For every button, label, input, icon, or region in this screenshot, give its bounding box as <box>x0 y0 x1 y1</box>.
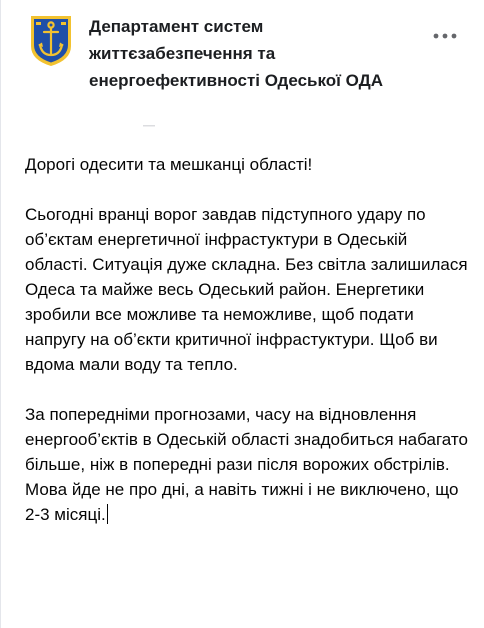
faint-mark <box>143 124 155 128</box>
post-header <box>1 0 484 130</box>
post-paragraph-situation: Сьогодні вранці ворог завдав підступного удару по об’єктам енергетичної інфрастуктури в Одеській області. Ситуація дуже складна. Без світла залишилася Одеса та майже весь Одеський район. Енергетики зробили все можливе та неможливе, щоб подати напругу на об’єкти критичної інфрастуктури. Щоб ви вдома мали воду та тепло. <box>25 205 468 374</box>
more-horizontal-icon <box>433 33 457 39</box>
coat-of-arms-icon <box>27 14 75 68</box>
post-message <box>25 152 473 527</box>
page-avatar[interactable] <box>27 14 75 68</box>
page-name[interactable]: Департамент систем життєзабезпечення та енергоефективності Одеської ОДА <box>89 17 384 90</box>
text-cursor <box>107 504 108 524</box>
post-paragraph-forecast <box>25 402 473 527</box>
post-paragraph-greeting: Дорогі одесити та мешканці області! <box>25 155 313 174</box>
post-paragraph-forecast-text: За попередніми прогнозами, часу на відновлення енергооб’єктів в Одеській області знадобиться набагато більше, ніж в попередні рази після ворожих обстрілів. Мова йде не про дні, а навіть тижні і не виключено, що 2-3 місяці. <box>25 405 468 524</box>
post-menu-button[interactable] <box>429 24 461 48</box>
